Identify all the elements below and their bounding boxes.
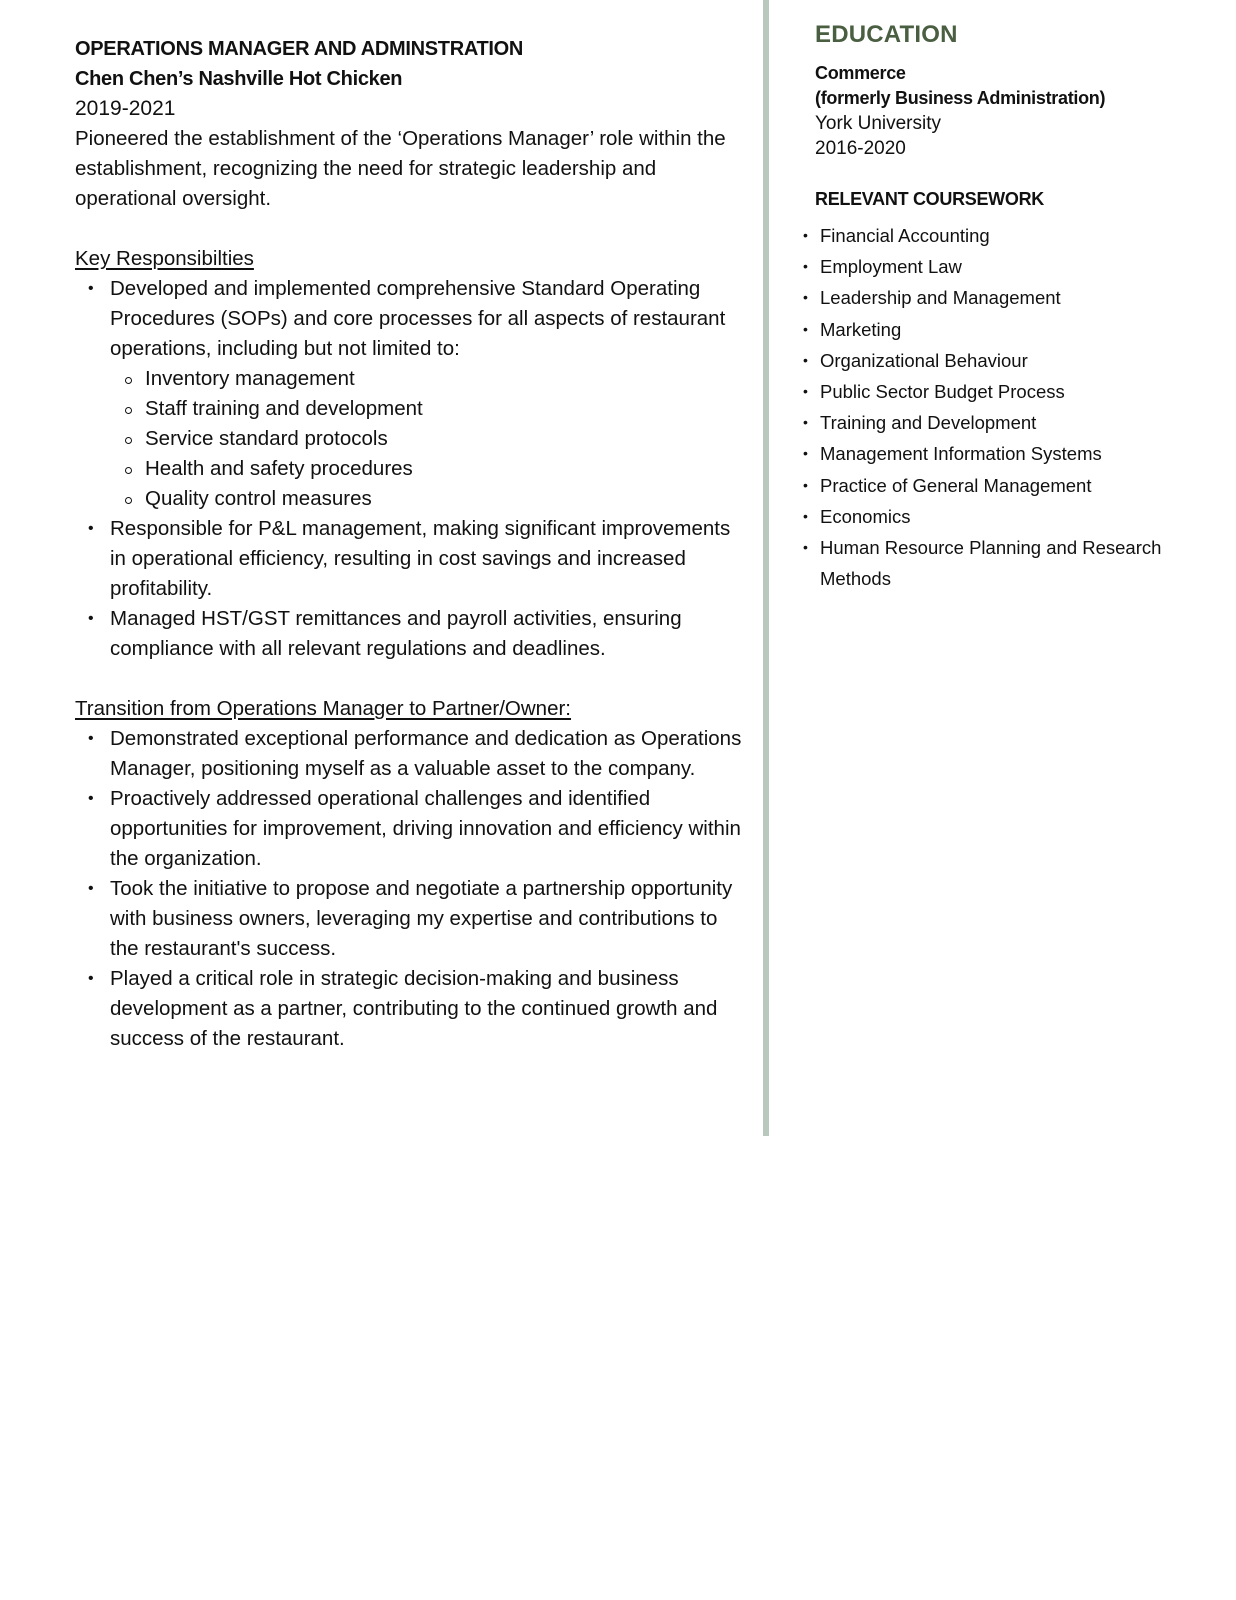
course-item: • Organizational Behaviour — [820, 345, 1215, 376]
course-item: • Management Information Systems — [820, 438, 1215, 469]
spacer — [75, 664, 743, 694]
sub-list-item: Quality control measures — [145, 484, 743, 514]
experience-section — [75, 34, 743, 1054]
sub-list — [110, 364, 743, 514]
job-dates: 2019-2021 — [75, 97, 176, 120]
education-section — [815, 18, 1215, 594]
course-item: • Human Resource Planning and Research Methods — [820, 532, 1215, 594]
list-item: • Played a critical role in strategic decision-making and business development as a partner, contributing to the continued growth and success of the restaurant. — [110, 964, 743, 1054]
list-item: • Took the initiative to propose and negotiate a partnership opportunity with business owners, leveraging my expertise and contributions to the restaurant's success. — [110, 874, 743, 964]
company-name: Chen Chen’s Nashville Hot Chicken — [75, 68, 403, 90]
responsibilities-list — [75, 274, 743, 664]
coursework-heading: RELEVANT COURSEWORK — [815, 189, 1044, 209]
school-name: York University — [815, 113, 942, 134]
list-item — [110, 274, 743, 514]
education-dates: 2016-2020 — [815, 138, 906, 159]
responsibilities-heading: Key Responsibilties — [75, 247, 254, 270]
coursework-list — [815, 220, 1215, 594]
job-title: OPERATIONS MANAGER AND ADMINSTRATION — [75, 38, 524, 60]
course-item: • Public Sector Budget Process — [820, 376, 1215, 407]
sub-list-item: Health and safety procedures — [145, 454, 743, 484]
course-item: • Leadership and Management — [820, 282, 1215, 313]
course-item: • Financial Accounting — [820, 220, 1215, 251]
sub-list-item: Service standard protocols — [145, 424, 743, 454]
course-item: • Economics — [820, 501, 1215, 532]
list-item: • Managed HST/GST remittances and payroll activities, ensuring compliance with all relevant regulations and deadlines. — [110, 604, 743, 664]
transition-list — [75, 724, 743, 1054]
degree-name: Commerce — [815, 63, 906, 83]
degree-note: (formerly Business Administration) — [815, 88, 1106, 108]
course-item: • Training and Development — [820, 407, 1215, 438]
sub-list-item: Inventory management — [145, 364, 743, 394]
course-item: • Practice of General Management — [820, 470, 1215, 501]
education-heading: EDUCATION — [815, 21, 958, 48]
list-item: • Demonstrated exceptional performance and dedication as Operations Manager, positioning myself as a valuable asset to the company. — [110, 724, 743, 784]
sub-list-item: Staff training and development — [145, 394, 743, 424]
spacer — [75, 214, 743, 244]
column-divider — [763, 0, 769, 1136]
list-item: • Responsible for P&L management, making significant improvements in operational efficiency, resulting in cost savings and increased profitability. — [110, 514, 743, 604]
list-item: • Proactively addressed operational challenges and identified opportunities for improvement, driving innovation and efficiency within the organization. — [110, 784, 743, 874]
transition-heading: Transition from Operations Manager to Partner/Owner: — [75, 697, 572, 720]
job-summary: Pioneered the establishment of the ‘Operations Manager’ role within the establishment, recognizing the need for strategic leadership and operational oversight. — [75, 127, 726, 210]
course-item: • Employment Law — [820, 251, 1215, 282]
list-item-text: Developed and implemented comprehensive Standard Operating Procedures (SOPs) and core processes for all aspects of restaurant operations, including but not limited to: — [110, 277, 726, 360]
course-item: • Marketing — [820, 314, 1215, 345]
